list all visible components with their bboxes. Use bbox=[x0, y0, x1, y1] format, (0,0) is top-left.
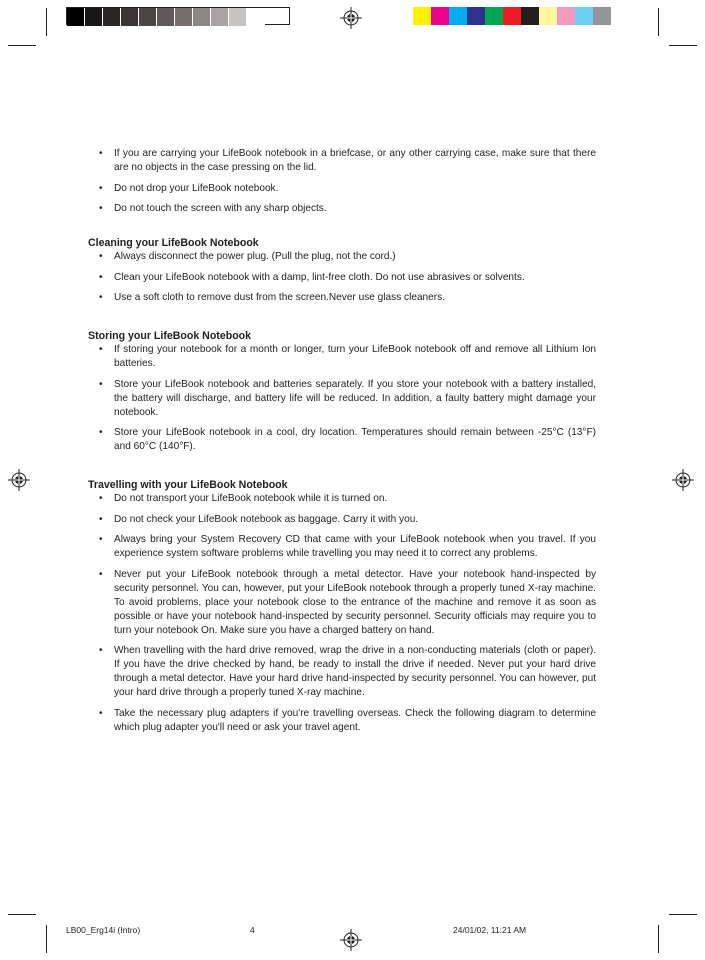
registration-mark-icon bbox=[672, 469, 694, 491]
color-swatch bbox=[467, 7, 485, 25]
footer-page-number: 4 bbox=[250, 925, 255, 935]
list-item bbox=[88, 568, 596, 638]
list-item bbox=[88, 707, 596, 735]
bullet-icon: • bbox=[99, 148, 103, 159]
process-color-bar bbox=[413, 7, 635, 25]
color-swatch bbox=[593, 7, 611, 25]
list-item-text: Store your LifeBook notebook in a cool, dry location. Temperatures should remain between -25°C (13°F) and 60°C (140°F). bbox=[114, 427, 596, 452]
bullet-list bbox=[88, 343, 596, 454]
section bbox=[88, 478, 596, 735]
bullet-list bbox=[88, 147, 596, 216]
bullet-icon: • bbox=[99, 645, 103, 656]
list-item-text: Take the necessary plug adapters if you're travelling overseas. Check the following diagram to determine which plug adapter you'll need or ask your travel agent. bbox=[114, 707, 596, 733]
list-item-text: Do not touch the screen with any sharp objects. bbox=[114, 203, 327, 214]
list-item-text: Always bring your System Recovery CD that came with your LifeBook notebook when you travel. If you experience system software problems while travelling you may need it to correct any problems. bbox=[114, 534, 596, 559]
color-swatch bbox=[557, 7, 575, 25]
color-swatch bbox=[539, 7, 557, 25]
list-item bbox=[88, 147, 596, 175]
crop-mark bbox=[46, 925, 47, 953]
crop-mark bbox=[46, 8, 47, 36]
list-item bbox=[88, 644, 596, 700]
list-item bbox=[88, 533, 596, 561]
list-item-text: Do not drop your LifeBook notebook. bbox=[114, 182, 279, 194]
color-swatch bbox=[103, 8, 121, 26]
registration-mark-icon bbox=[340, 7, 362, 29]
color-swatch bbox=[157, 8, 175, 26]
list-item bbox=[88, 513, 596, 527]
color-swatch bbox=[229, 8, 247, 26]
color-swatch bbox=[67, 8, 85, 26]
list-item-text: Never put your LifeBook notebook through a metal detector. Have your notebook hand-inspected by security personnel. You can, however, put your LifeBook notebook through a properly tuned X-ray machine. To avoid problems, place your notebook close to the entrance of the machine and remove it as soon as possible or have your notebook hand-inspected by security personnel. Security officials may require you to turn your notebook On. Make sure you have a charged battery on hand. bbox=[114, 568, 596, 636]
bullet-icon: • bbox=[99, 707, 103, 719]
section-heading: Travelling with your LifeBook Notebook bbox=[88, 479, 288, 491]
crop-mark bbox=[8, 45, 36, 46]
color-swatch bbox=[247, 8, 265, 26]
bullet-list bbox=[88, 250, 596, 305]
list-item-text: Do not check your LifeBook notebook as baggage. Carry it with you. bbox=[114, 513, 419, 525]
list-item bbox=[88, 492, 596, 506]
bullet-icon: • bbox=[99, 427, 103, 438]
section-heading: Storing your LifeBook Notebook bbox=[88, 330, 252, 342]
list-item-text: Store your LifeBook notebook and batteries separately. If you store your notebook with a battery installed, the battery will discharge, and battery life will be reduced. In addition, a faulty battery might damage your notebook. bbox=[114, 378, 596, 418]
registration-mark-icon bbox=[8, 469, 30, 491]
list-item bbox=[88, 378, 596, 420]
bullet-icon: • bbox=[99, 568, 103, 580]
list-item bbox=[88, 343, 596, 371]
color-swatch bbox=[575, 7, 593, 25]
bullet-icon: • bbox=[99, 513, 103, 525]
bullet-icon: • bbox=[99, 378, 103, 390]
crop-mark bbox=[669, 914, 697, 915]
color-swatch bbox=[521, 7, 539, 25]
section bbox=[88, 329, 596, 454]
crop-mark bbox=[8, 914, 36, 915]
bullet-icon: • bbox=[99, 203, 103, 214]
list-item-text: If storing your notebook for a month or longer, turn your LifeBook notebook off and remove all Lithium Ion batteries. bbox=[114, 344, 596, 369]
document-body bbox=[88, 147, 596, 741]
bullet-icon: • bbox=[99, 292, 103, 303]
crop-mark bbox=[658, 925, 659, 953]
color-swatch bbox=[211, 8, 229, 26]
list-item-text: When travelling with the hard drive removed, wrap the drive in a non-conducting materials (cloth or paper). If you have the drive checked by hand, be ready to install the drive if needed. Never put your hard drive through a metal detector. Have your hard drive hand-inspected by security personnel. You can however, put your hard drive through a properly tuned X-ray machine. bbox=[114, 645, 596, 698]
bullet-list bbox=[88, 492, 596, 735]
list-item bbox=[88, 202, 596, 216]
bullet-icon: • bbox=[99, 271, 103, 283]
list-item bbox=[88, 250, 596, 264]
crop-mark bbox=[669, 45, 697, 46]
section bbox=[88, 236, 596, 305]
color-swatch bbox=[121, 8, 139, 26]
crop-mark bbox=[658, 8, 659, 36]
list-item bbox=[88, 271, 596, 285]
list-item-text: Do not transport your LifeBook notebook while it is turned on. bbox=[114, 493, 388, 504]
list-item-text: Always disconnect the power plug. (Pull the plug, not the cord.) bbox=[114, 251, 396, 262]
bullet-icon: • bbox=[99, 493, 103, 504]
color-swatch bbox=[139, 8, 157, 26]
list-item-text: If you are carrying your LifeBook notebook in a briefcase, or any other carrying case, make sure that there are no objects in the case pressing on the lid. bbox=[114, 148, 596, 173]
list-item bbox=[88, 426, 596, 454]
bullet-icon: • bbox=[99, 534, 103, 545]
color-swatch bbox=[485, 7, 503, 25]
list-item bbox=[88, 291, 596, 305]
footer-timestamp: 24/01/02, 11:21 AM bbox=[453, 925, 527, 935]
bullet-icon: • bbox=[99, 344, 103, 355]
color-swatch bbox=[175, 8, 193, 26]
grayscale-color-bar bbox=[66, 7, 290, 25]
color-swatch bbox=[503, 7, 521, 25]
color-swatch bbox=[193, 8, 211, 26]
list-item-text: Use a soft cloth to remove dust from the screen.Never use glass cleaners. bbox=[114, 292, 445, 303]
color-swatch bbox=[431, 7, 449, 25]
color-swatch bbox=[85, 8, 103, 26]
footer-file-name: LB00_Erg14i (Intro) bbox=[66, 925, 141, 935]
bullet-icon: • bbox=[99, 251, 103, 262]
color-swatch bbox=[449, 7, 467, 25]
section-heading: Cleaning your LifeBook Notebook bbox=[88, 237, 259, 249]
registration-mark-icon bbox=[340, 929, 362, 951]
color-swatch bbox=[413, 7, 431, 25]
list-item bbox=[88, 182, 596, 196]
bullet-icon: • bbox=[99, 182, 103, 194]
section bbox=[88, 147, 596, 216]
list-item-text: Clean your LifeBook notebook with a damp, lint-free cloth. Do not use abrasives or solvents. bbox=[114, 271, 525, 283]
